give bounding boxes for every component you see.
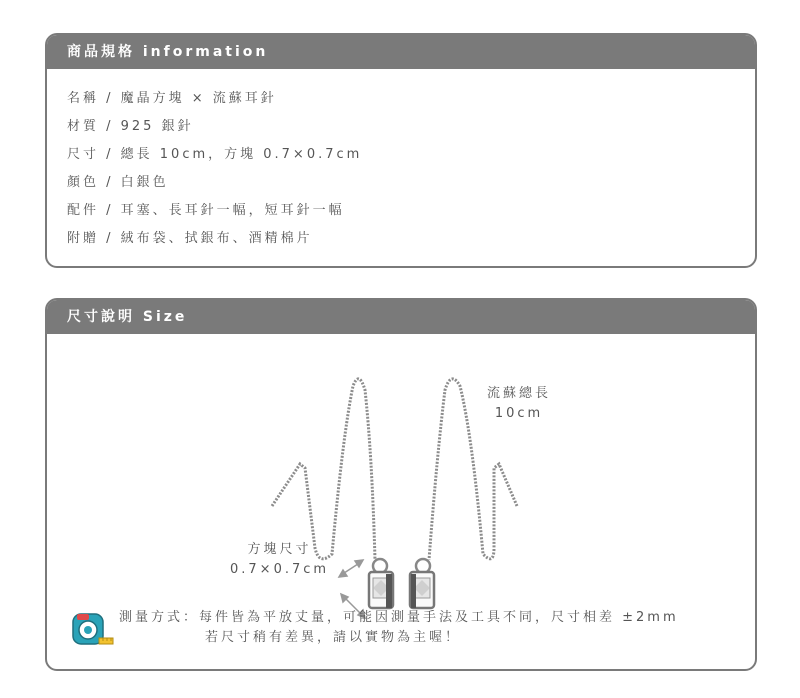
- info-row-gifts: 附贈 / 絨布袋、拭銀布、酒精棉片: [67, 231, 313, 246]
- size-panel-header: 尺寸說明 Size: [47, 300, 755, 334]
- measurement-note-text: [119, 608, 679, 648]
- measurement-note-line1: 測量方式：每件皆為平放丈量，可能因測量手法及工具不同，尺寸相差 ±2mm: [119, 610, 679, 625]
- info-row-material: 材質 / 925 銀針: [67, 119, 194, 134]
- chain-length-title: 流蘇總長: [487, 386, 552, 401]
- measurement-note: [69, 604, 749, 654]
- info-row-accessories: 配件 / 耳塞、長耳針一幅，短耳針一幅: [67, 203, 345, 218]
- cube-size-value: 0.7×0.7cm: [230, 562, 330, 577]
- chain-length-label: [487, 384, 551, 424]
- cube-size-label: [230, 540, 329, 580]
- right-cube-pendant: [410, 559, 434, 608]
- size-panel: [45, 298, 757, 671]
- chain-length-value: 10cm: [494, 406, 544, 421]
- cube-size-title: 方塊尺寸: [247, 542, 312, 557]
- left-earring-chain: [272, 379, 375, 560]
- info-list: [47, 69, 755, 253]
- info-panel-header: 商品規格 information: [47, 35, 755, 69]
- info-row-name: 名稱 / 魔晶方塊 × 流蘇耳針: [67, 91, 277, 106]
- measurement-note-line2: 若尺寸稍有差異，請以實物為主喔！: [205, 630, 462, 645]
- info-row-size: 尺寸 / 總長 10cm，方塊 0.7×0.7cm: [67, 147, 363, 162]
- measuring-tape-icon: [69, 610, 119, 650]
- info-row-color: 顏色 / 白銀色: [67, 175, 169, 190]
- left-cube-pendant: [369, 559, 393, 608]
- size-illustration: [47, 334, 755, 671]
- product-info-panel: [45, 33, 757, 268]
